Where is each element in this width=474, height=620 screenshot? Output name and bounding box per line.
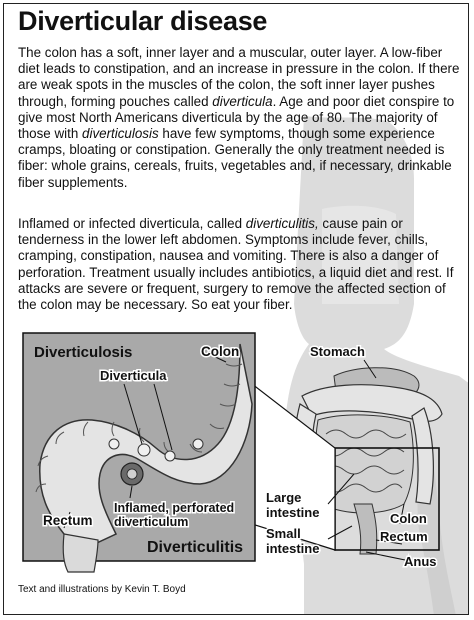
italic-term: diverticula <box>212 93 273 109</box>
paragraph-diverticulosis <box>18 45 464 191</box>
label-anus: Anus <box>404 554 437 569</box>
label-inset-rectum: Rectum <box>43 513 93 528</box>
italic-term: diverticulosis <box>82 126 159 142</box>
figure-frame <box>3 3 469 615</box>
label-diverticula: Diverticula <box>100 368 167 383</box>
label-small-line1: Small <box>266 526 301 541</box>
paragraph-diverticulitis <box>18 216 464 313</box>
label-inflamed-line2: diverticulum <box>114 515 189 529</box>
text-run: cause pain or tenderness in the lower left abdomen. Symptoms include fever, chills, cramping, constipation, nausea and vomiting. There is also a danger of perforation. Treatment usually includes antibiotics, a liquid diet and rest. If attacks are severe or frequent, surgery to remove the affected section of the colon may be necessary. So eat your fiber. <box>18 216 454 313</box>
label-large-line2: intestine <box>266 505 320 520</box>
text-run: have few symptoms, though some experience cramps, bloating or constipation. Generally the only treatment needed is fiber: whole grains, cereals, fruits, vegetables and, if necessary, drinkable fiber supplements. <box>18 126 452 190</box>
label-inflamed-line1: Inflamed, perforated <box>114 501 235 515</box>
label-small-line2: intestine <box>266 541 320 556</box>
label-body-colon: Colon <box>390 511 427 526</box>
text-run: Inflamed or infected diverticula, called <box>18 216 246 231</box>
label-diverticulitis: Diverticulitis <box>147 539 244 556</box>
credit-line: Text and illustrations by Kevin T. Boyd <box>18 584 186 595</box>
text-run: . Age and poor diet conspire to give most North Americans diverticula by the age of 80. The majority of those with <box>18 93 455 142</box>
label-large-line1: Large <box>266 490 302 505</box>
label-inset-colon: Colon <box>201 344 240 359</box>
label-stomach: Stomach <box>310 344 365 359</box>
label-body-rectum: Rectum <box>380 529 428 544</box>
text-run: The colon has a soft, inner layer and a muscular, outer layer. A low-fiber diet leads to constipation, and an increase in pressure in the colon. If there are weak spots in the muscles of the colon, the soft inner layer pushes through, forming pouches called <box>18 45 460 109</box>
italic-term: diverticulitis, <box>245 216 319 231</box>
label-diverticulosis: Diverticulosis <box>34 344 133 361</box>
inset-rectum <box>63 534 98 572</box>
page-title: Diverticular disease <box>18 6 268 36</box>
